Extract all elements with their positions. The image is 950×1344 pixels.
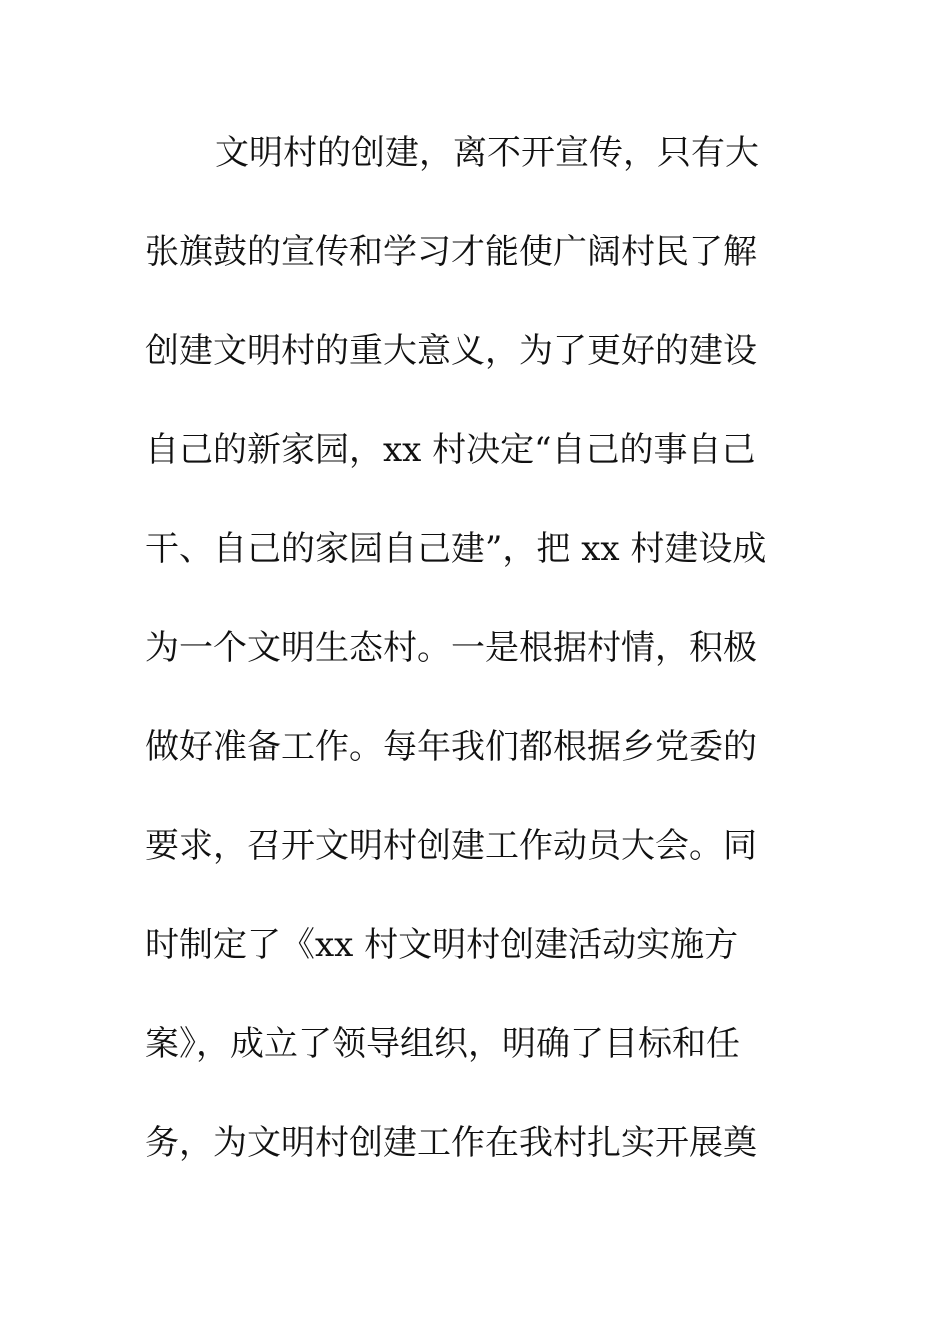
text-line: 张旗鼓的宣传和学习才能使广阔村民了解	[145, 232, 757, 272]
text-line: 做好准备工作。每年我们都根据乡党委的	[145, 727, 757, 767]
text-line: 文明村的创建，离不开宣传，只有大	[215, 133, 759, 173]
text-line: 干、自己的家园自己建”，把 xx 村建设成	[145, 529, 767, 569]
text-line: 自己的新家园，xx 村决定“自己的事自己	[145, 430, 756, 470]
body-paragraph	[145, 122, 805, 1211]
text-line: 为一个文明生态村。一是根据村情，积极	[145, 628, 757, 668]
text-line: 时制定了《xx 村文明村创建活动实施方	[145, 925, 739, 965]
text-line: 要求，召开文明村创建工作动员大会。同	[145, 826, 757, 866]
text-line: 创建文明村的重大意义，为了更好的建设	[145, 331, 757, 371]
text-line: 案》，成立了领导组织，明确了目标和任	[145, 1024, 740, 1064]
text-line: 务，为文明村创建工作在我村扎实开展奠	[145, 1123, 757, 1163]
